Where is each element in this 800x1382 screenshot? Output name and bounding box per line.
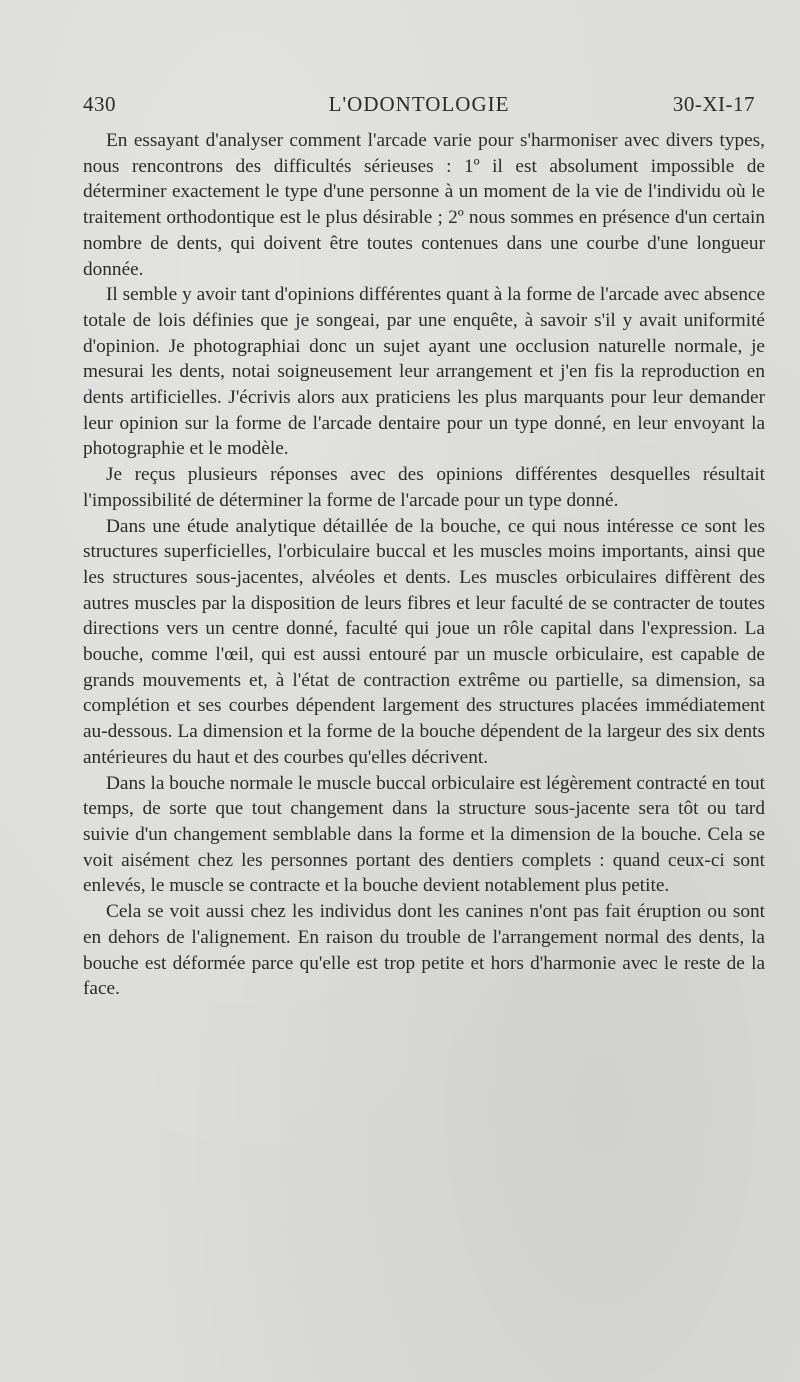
page-number: 430 [83, 92, 116, 116]
paragraph: Il semble y avoir tant d'opinions différentes quant à la forme de l'arcade avec absence totale de lois définies que je songeai, par une enquête, à savoir s'il y avait uniformité d'opinion. Je photographiai donc un sujet ayant une occlusion naturelle normale, je mesurai les dents, notai soigneusement leur arrangement et j'en fis la reproduction en dents artificielles. J'écrivis alors aux praticiens les plus marquants pour leur demander leur opinion sur la forme de l'arcade dentaire pour un type donné, en leur envoyant la photographie et le modèle. [83, 284, 765, 460]
journal-title: L'ODONTOLOGIE [328, 92, 510, 116]
paragraph: En essayant d'analyser comment l'arcade varie pour s'harmoniser avec divers types, nous rencontrons des difficultés sérieuses : 1º il est absolument impossible de déterminer exactement le type d'une personne à un moment de la vie de l'individu où le traitement orthodontique est le plus désirable ; 2º nous sommes en présence d'un certain nombre de dents, qui doivent être toutes contenues dans une courbe d'une longueur donnée. [83, 130, 765, 280]
paragraph: Dans la bouche normale le muscle buccal orbiculaire est légèrement contracté en tout temps, de sorte que tout changement dans la structure sous-jacente sera tôt ou tard suivie d'un changement semblable dans la forme et la dimension de la bouche. Cela se voit aisément chez les personnes portant des dentiers complets : quand ceux-ci sont enlevés, le muscle se contracte et la bouche devient notablement plus petite. [83, 772, 765, 897]
paragraph: Dans une étude analytique détaillée de la bouche, ce qui nous intéresse ce sont les structures superficielles, l'orbiculaire buccal et les muscles moins importants, ainsi que les structures sous-jacentes, alvéoles et dents. Les muscles orbiculaires diffèrent des autres muscles par la disposition de leurs fibres et leur faculté de se contracter de toutes directions vers un centre donné, faculté qui joue un rôle capital dans l'expression. La bouche, comme l'œil, qui est aussi entouré par un muscle orbiculaire, est capable de grands mouvements et, à l'état de contraction extrême ou partielle, sa dimension, sa complétion et ses courbes dépendent largement des structures placées immédiatement au-dessous. La dimension et la forme de la bouche dépendent de la largeur des six dents antérieures du haut et des courbes qu'elles décrivent. [83, 515, 765, 768]
paragraph: Cela se voit aussi chez les individus dont les canines n'ont pas fait éruption ou sont en dehors de l'alignement. En raison du trouble de l'arrangement normal des dents, la bouche est déformée parce qu'elle est trop petite et hors d'harmonie avec le reste de la face. [83, 901, 765, 1000]
running-header [83, 92, 755, 122]
paragraph: Je reçus plusieurs réponses avec des opinions différentes desquelles résultait l'impossibilité de déterminer la forme de l'arcade pour un type donné. [83, 464, 765, 511]
body-text [83, 128, 765, 1002]
issue-date: 30-XI-17 [672, 92, 755, 116]
